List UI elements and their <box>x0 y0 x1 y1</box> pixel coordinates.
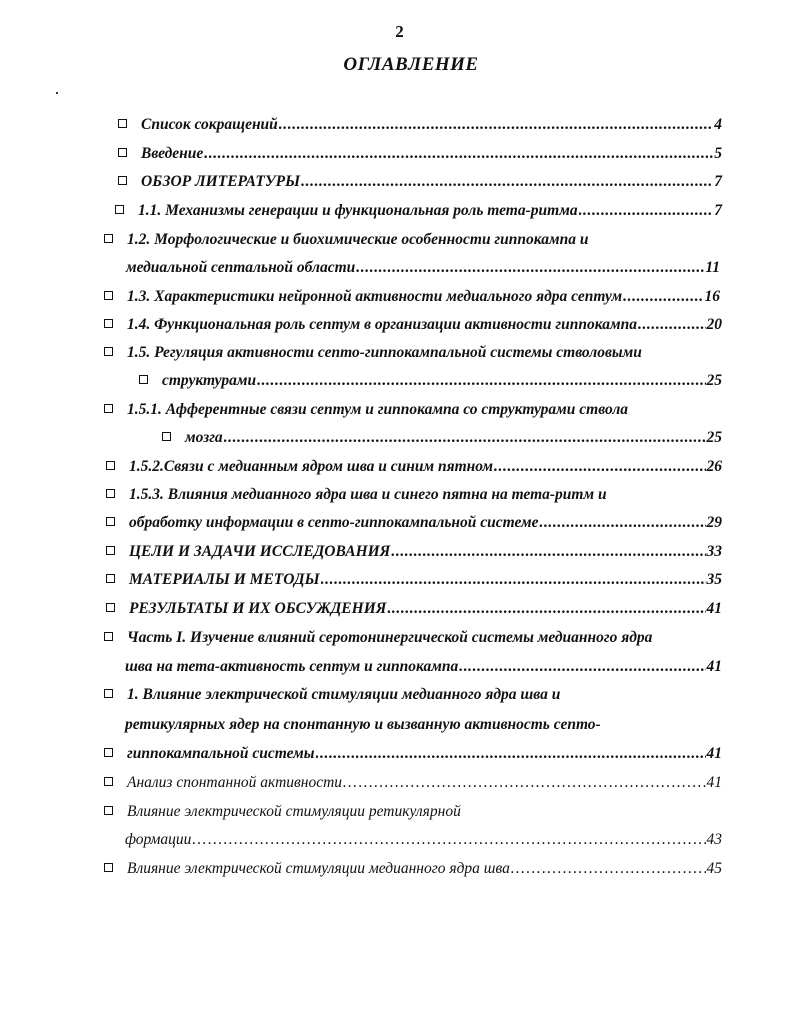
bullet-icon <box>106 603 115 612</box>
toc-page: 41 <box>706 600 722 617</box>
toc-label: 1.3. Характеристики нейронной активности медиального ядра септум <box>127 288 623 305</box>
toc-label: медиальной септальной области <box>126 259 356 276</box>
bullet-icon <box>104 806 113 815</box>
bullet-icon <box>115 205 124 214</box>
toc-entry-section-1-continued-2[interactable] <box>104 745 722 767</box>
bullet-icon <box>118 148 127 157</box>
toc-label: 1.4. Функциональная роль септум в организации активности гиппокампа <box>127 316 637 333</box>
toc-entry-1-5-1[interactable] <box>104 401 724 423</box>
toc-page: 7 <box>714 202 722 219</box>
toc-entry-1-2[interactable] <box>104 231 724 253</box>
toc-entry-1-2-continued[interactable] <box>126 259 720 281</box>
toc-label: гиппокампальной системы <box>127 745 315 762</box>
dot-leader <box>257 372 705 390</box>
bullet-icon <box>104 863 113 872</box>
dot-leader <box>579 202 714 220</box>
toc-page: 5 <box>714 145 722 162</box>
bullet-icon <box>139 375 148 384</box>
toc-label: 1.1. Механизмы генерации и функциональная роль тета-ритма <box>138 202 578 219</box>
toc-entry-1-5-continued[interactable] <box>139 372 722 394</box>
dot-leader <box>279 116 713 134</box>
toc-label: ОБЗОР ЛИТЕРАТУРЫ <box>141 173 301 190</box>
toc-entry-median-raphe[interactable] <box>104 860 722 882</box>
toc-entry-reticular-continued[interactable] <box>125 831 722 853</box>
toc-page: 16 <box>704 288 720 305</box>
toc-label: Влияние электрической стимуляции ретикулярной <box>127 803 461 820</box>
toc-label: 1.5.1. Афферентные связи септум и гиппокампа со структурами ствола <box>127 401 629 418</box>
bullet-icon <box>104 347 113 356</box>
toc-entry-abbreviations[interactable] <box>118 116 722 138</box>
toc-label: структурами <box>162 372 257 389</box>
toc-page: 41 <box>706 774 722 791</box>
page-title: ОГЛАВЛЕНИЕ <box>343 54 479 75</box>
toc-label: ЦЕЛИ И ЗАДАЧИ ИССЛЕДОВАНИЯ <box>129 543 391 560</box>
dot-leader <box>459 658 705 676</box>
toc-label: РЕЗУЛЬТАТЫ И ИХ ОБСУЖДЕНИЯ <box>129 600 387 617</box>
toc-page: 29 <box>706 514 722 531</box>
dot-leader <box>224 429 706 447</box>
toc-entry-section-1-continued[interactable] <box>125 716 722 738</box>
dot-leader <box>387 600 705 618</box>
toc-label: Введение <box>141 145 204 162</box>
toc-entry-1-5-3[interactable] <box>106 486 726 508</box>
toc-entry-1-5[interactable] <box>104 344 724 366</box>
toc-entry-reticular[interactable] <box>104 803 724 825</box>
toc-label: 1.5.2.Связи с медианным ядром шва и синим пятном <box>129 458 494 475</box>
scan-speck <box>56 92 58 94</box>
toc-page: 25 <box>706 429 722 446</box>
toc-page: 41 <box>706 745 722 762</box>
dot-leader <box>204 145 713 163</box>
bullet-icon <box>104 291 113 300</box>
toc-label: формации <box>125 831 192 848</box>
dot-leader <box>623 288 703 306</box>
bullet-icon <box>118 119 127 128</box>
toc-label: мозга <box>185 429 223 446</box>
toc-entry-results[interactable] <box>106 600 722 622</box>
dot-leader <box>301 173 713 191</box>
toc-entry-section-1[interactable] <box>104 686 724 708</box>
dot-leader <box>511 860 706 878</box>
toc-page: 25 <box>706 372 722 389</box>
toc-entry-materials[interactable] <box>106 571 722 593</box>
toc-page: 35 <box>706 571 722 588</box>
bullet-icon <box>106 461 115 470</box>
bullet-icon <box>106 546 115 555</box>
bullet-icon <box>104 319 113 328</box>
toc-entry-1-5-3-continued[interactable] <box>106 514 722 536</box>
page-number: 2 <box>395 22 404 41</box>
toc-entry-spontaneous[interactable] <box>104 774 722 796</box>
toc-label: Список сокращений <box>141 116 278 133</box>
bullet-icon <box>106 574 115 583</box>
bullet-icon <box>118 176 127 185</box>
toc-entry-1-3[interactable] <box>104 288 720 310</box>
toc-label: МАТЕРИАЛЫ И МЕТОДЫ <box>129 571 320 588</box>
toc-page: 7 <box>714 173 722 190</box>
toc-label: 1.5.3. Влияния медианного ядра шва и синего пятна на тета-ритм и <box>129 486 607 503</box>
toc-page: 45 <box>706 860 722 877</box>
toc-entry-1-4[interactable] <box>104 316 722 338</box>
toc-label: ретикулярных ядер на спонтанную и вызванную активность септо- <box>125 716 601 733</box>
dot-leader <box>316 745 706 763</box>
bullet-icon <box>106 517 115 526</box>
toc-entry-part-1-continued[interactable] <box>125 658 722 680</box>
bullet-icon <box>104 689 113 698</box>
dot-leader <box>494 458 705 476</box>
toc-page: 11 <box>705 259 720 276</box>
bullet-icon <box>104 632 113 641</box>
toc-page: 26 <box>706 458 722 475</box>
toc-label: Часть I. Изучение влияний серотонинергической системы медианного ядра <box>127 629 653 646</box>
toc-label: 1.5. Регуляция активности септо-гиппокампальной системы стволовыми <box>127 344 642 361</box>
toc-entry-literature-review[interactable] <box>118 173 722 195</box>
dot-leader <box>343 774 705 792</box>
toc-entry-1-5-2[interactable] <box>106 458 722 480</box>
dot-leader <box>391 543 705 561</box>
bullet-icon <box>104 777 113 786</box>
toc-label: 1.2. Морфологические и биохимические особенности гиппокампа и <box>127 231 589 248</box>
toc-page: 43 <box>706 831 722 848</box>
toc-entry-aims[interactable] <box>106 543 722 565</box>
dot-leader <box>539 514 705 532</box>
toc-label: обработку информации в септо-гиппокампальной системе <box>129 514 539 531</box>
bullet-icon <box>104 404 113 413</box>
toc-label: 1. Влияние электрической стимуляции медианного ядра шва и <box>127 686 561 703</box>
bullet-icon <box>104 234 113 243</box>
toc-label: шва на тета-активность септум и гиппокампа <box>125 658 459 675</box>
toc-page: 41 <box>706 658 722 675</box>
toc-entry-1-5-1-continued[interactable] <box>162 429 722 451</box>
toc-entry-1-1[interactable] <box>115 202 722 224</box>
toc-page: 33 <box>706 543 722 560</box>
toc-label: Анализ спонтанной активности <box>127 774 343 791</box>
toc-entry-part-1[interactable] <box>104 629 724 651</box>
dot-leader <box>321 571 706 589</box>
toc-entry-introduction[interactable] <box>118 145 722 167</box>
toc-page: 4 <box>714 116 722 133</box>
dot-leader <box>192 831 705 849</box>
toc-label: Влияние электрической стимуляции медианного ядра шва <box>127 860 510 877</box>
dot-leader <box>356 259 704 277</box>
bullet-icon <box>104 748 113 757</box>
dot-leader <box>638 316 706 334</box>
bullet-icon <box>106 489 115 498</box>
bullet-icon <box>162 432 171 441</box>
toc-page: 20 <box>706 316 722 333</box>
